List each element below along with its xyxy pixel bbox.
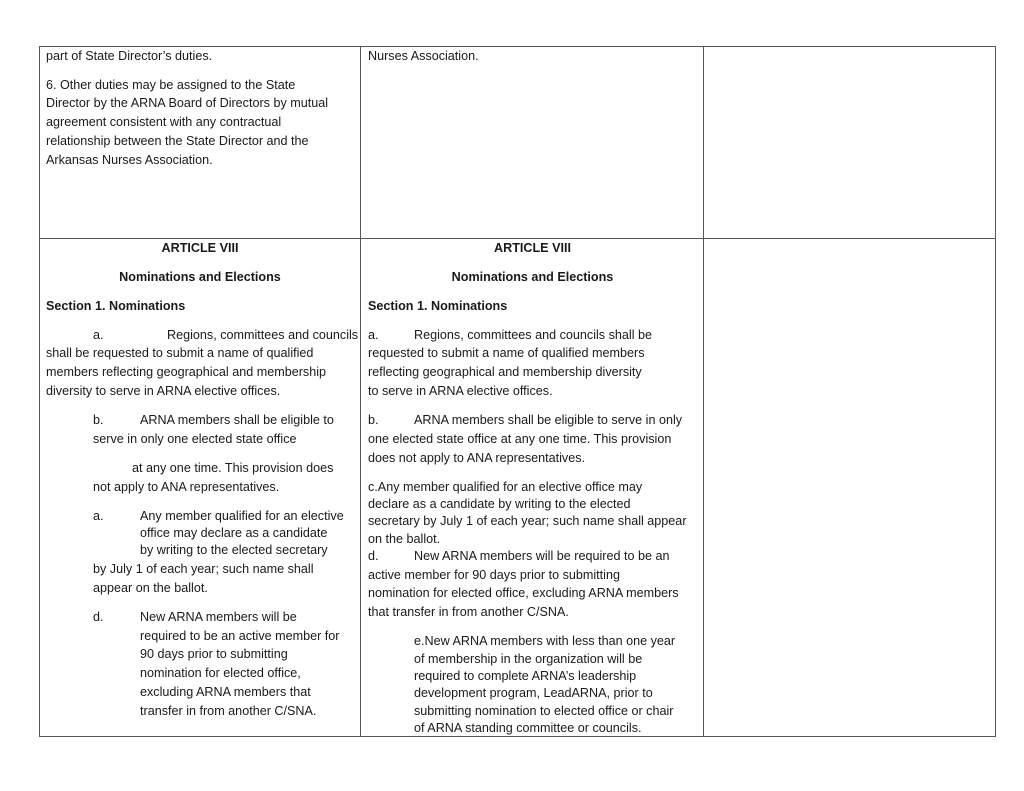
row1-left-p6-line: Arkansas Nurses Association. (46, 153, 213, 167)
middle-item-d-line: active member for 90 days prior to submitting (368, 568, 620, 582)
middle-item-b-line: does not apply to ANA representatives. (368, 451, 586, 465)
left-item-b-line: serve in only one elected state office (93, 432, 297, 446)
middle-item-a-line: Regions, committees and councils shall be (414, 328, 653, 342)
table-left-border (39, 46, 40, 737)
table-top-border (39, 46, 996, 47)
middle-item-e-line: e.New ARNA members with less than one year (414, 634, 676, 648)
left-item-b-line: ARNA members shall be eligible to (140, 413, 334, 427)
middle-item-d-line: New ARNA members will be required to be an (414, 549, 670, 563)
row1-left-line0: part of State Director’s duties. (46, 49, 213, 63)
left-item-a-line: shall be requested to submit a name of qualified (46, 346, 314, 360)
row1-left-p6-line: 6. Other duties may be assigned to the State (46, 78, 296, 92)
middle-article-heading: ARTICLE VIII (494, 241, 571, 255)
middle-item-e-line: submitting nomination to elected office or chair (414, 704, 674, 718)
middle-item-a-marker: a. (368, 328, 379, 342)
middle-item-c-line: secretary by July 1 of each year; such name shall appear (368, 514, 687, 528)
middle-item-a-line: to serve in ARNA elective offices. (368, 384, 553, 398)
middle-item-d-line: nomination for elected office, excluding ARNA members (368, 586, 679, 600)
row-divider (39, 238, 996, 239)
left-item-d-line: required to be an active member for (140, 629, 340, 643)
left-item-d-line: excluding ARNA members that (140, 685, 311, 699)
left-item-c-line: appear on the ballot. (93, 581, 208, 595)
left-item-b-marker: b. (93, 413, 104, 427)
middle-item-c-line: declare as a candidate by writing to the elected (368, 497, 631, 511)
left-section-heading: Section 1. Nominations (46, 299, 186, 313)
middle-article-subtitle: Nominations and Elections (451, 270, 614, 284)
middle-item-e-line: development program, LeadARNA, prior to (414, 686, 653, 700)
middle-item-c-line: on the ballot. (368, 532, 441, 546)
left-item-c-line: Any member qualified for an elective (140, 509, 344, 523)
middle-item-b-line: ARNA members shall be eligible to serve in only (414, 413, 683, 427)
middle-item-c-line: c.Any member qualified for an elective office may (368, 480, 643, 494)
middle-item-a-line: reflecting geographical and membership diversity (368, 365, 642, 379)
middle-item-d-marker: d. (368, 549, 379, 563)
left-article-subtitle: Nominations and Elections (119, 270, 281, 284)
left-article-heading: ARTICLE VIII (161, 241, 239, 255)
middle-item-a-line: requested to submit a name of qualified members (368, 346, 645, 360)
left-item-c-marker: a. (93, 509, 104, 523)
middle-section-heading: Section 1. Nominations (368, 299, 508, 313)
left-item-b-continuation: not apply to ANA representatives. (93, 480, 280, 494)
column-divider-2 (703, 46, 704, 737)
left-item-d-line: transfer in from another C/SNA. (140, 704, 317, 718)
left-item-d-line: nomination for elected office, (140, 666, 301, 680)
column-divider-1 (360, 46, 361, 737)
left-item-d-line: New ARNA members will be (140, 610, 297, 624)
middle-item-d-line: that transfer in from another C/SNA. (368, 605, 569, 619)
left-item-a-line: members reflecting geographical and membership (46, 365, 327, 379)
left-item-c-line: by July 1 of each year; such name shall (93, 562, 314, 576)
middle-item-e-line: required to complete ARNA’s leadership (414, 669, 637, 683)
left-item-a-line: Regions, committees and councils (167, 328, 359, 342)
middle-item-b-line: one elected state office at any one time. This provision (368, 432, 672, 446)
left-item-d-marker: d. (93, 610, 104, 624)
table-bottom-border (39, 736, 996, 737)
middle-item-b-marker: b. (368, 413, 379, 427)
left-item-c-line: office may declare as a candidate (140, 526, 328, 540)
row1-left-p6-line: relationship between the State Director and the (46, 134, 309, 148)
row1-middle-line0: Nurses Association. (368, 49, 479, 63)
table-right-border (995, 46, 996, 737)
left-item-a-line: diversity to serve in ARNA elective offices. (46, 384, 281, 398)
left-item-c-line: by writing to the elected secretary (140, 543, 328, 557)
row1-left-p6-line: agreement consistent with any contractual (46, 115, 282, 129)
middle-item-e-line: of ARNA standing committee or councils. (414, 721, 642, 735)
row1-left-p6-line: Director by the ARNA Board of Directors by mutual (46, 96, 329, 110)
middle-item-e-line: of membership in the organization will be (414, 652, 643, 666)
left-item-b-continuation: at any one time. This provision does (132, 461, 334, 475)
left-item-a-marker: a. (93, 328, 104, 342)
left-item-d-line: 90 days prior to submitting (140, 647, 288, 661)
